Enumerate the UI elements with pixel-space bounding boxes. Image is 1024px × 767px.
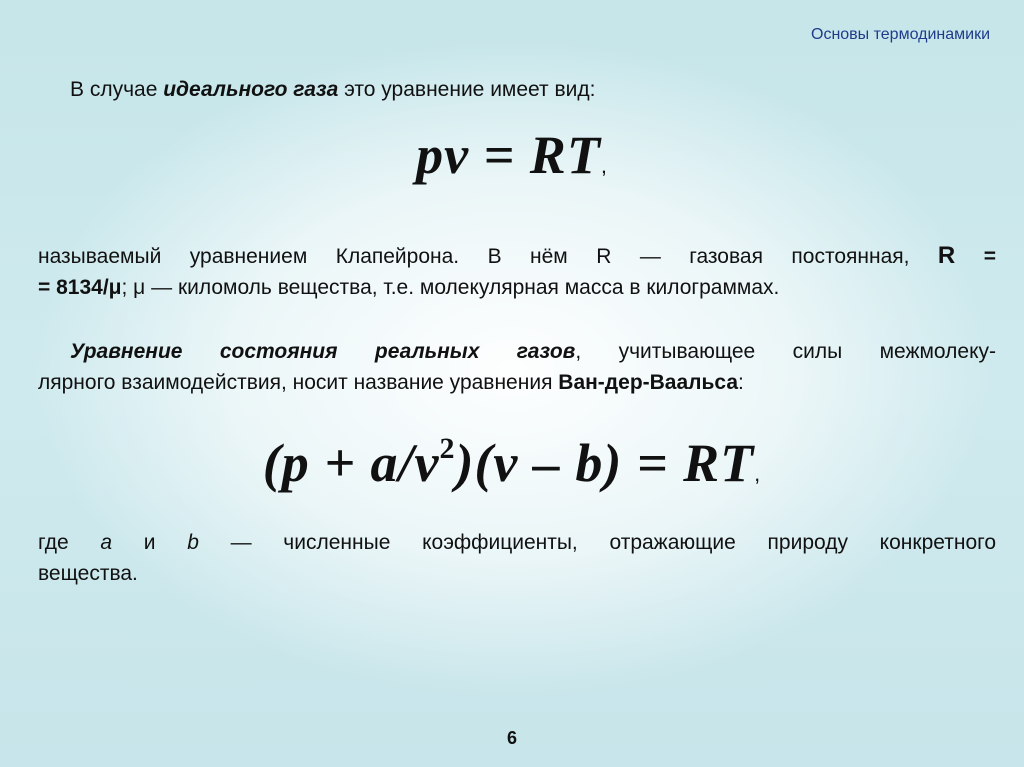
clapeyron-line-1 [38,240,996,272]
intro-text [70,74,595,105]
coefficients-line-2: вещества. [38,562,138,585]
real-gas-line-2-text: лярного взаимодействия, носит название уравнения [38,371,559,394]
vdw-formula-part2: )(v – b) = RT [455,433,755,493]
coefficient-b: b [187,531,199,554]
clapeyron-line-2-text: ; μ — киломоль вещества, т.е. молекулярная масса в килограммах. [121,276,780,299]
coefficient-a: a [100,531,113,554]
clapeyron-description [38,240,996,303]
coefficients-t3: — численные коэффициенты, отражающие природу конкретного [198,531,997,554]
van-der-waals-formula [0,432,1024,494]
clapeyron-formula-comma: , [600,153,608,178]
gas-constant-symbol: R [937,242,956,269]
van-der-waals-name: Ван-дер-Ваальса [558,371,739,394]
coefficients-t2: и [112,531,188,554]
page-number: 6 [506,728,517,748]
clapeyron-formula-text: pv = RT [416,125,601,185]
coefficients-t1: где [38,531,101,554]
real-gas-line-1-text: , учитывающее силы межмолеку- [575,340,996,363]
real-gas-description [38,336,996,398]
intro-emphasis: идеального газа [163,78,339,101]
gas-constant-equals: = [955,245,996,268]
gas-constant-value: = 8134/μ [38,276,122,299]
clapeyron-line-2 [38,272,996,303]
coefficients-description [38,527,996,589]
slide-header: Основы термодинамики [811,26,990,43]
real-gas-emphasis: Уравнение состояния реальных газов [70,340,576,363]
intro-post: это уравнение имеет вид: [338,78,596,101]
intro-pre: В случае [70,78,164,101]
clapeyron-line-1-text: называемый уравнением Клапейрона. В нём R — газовая постоянная, [38,245,938,268]
real-gas-line-1 [38,336,996,367]
real-gas-line-2 [38,367,996,398]
vdw-formula-comma: , [754,461,762,486]
clapeyron-formula [0,124,1024,186]
vdw-formula-part1: (p + a/v [262,433,440,493]
coefficients-line-1 [38,527,996,558]
real-gas-line-2-end: : [738,371,744,394]
vdw-formula-exponent: 2 [439,432,456,465]
